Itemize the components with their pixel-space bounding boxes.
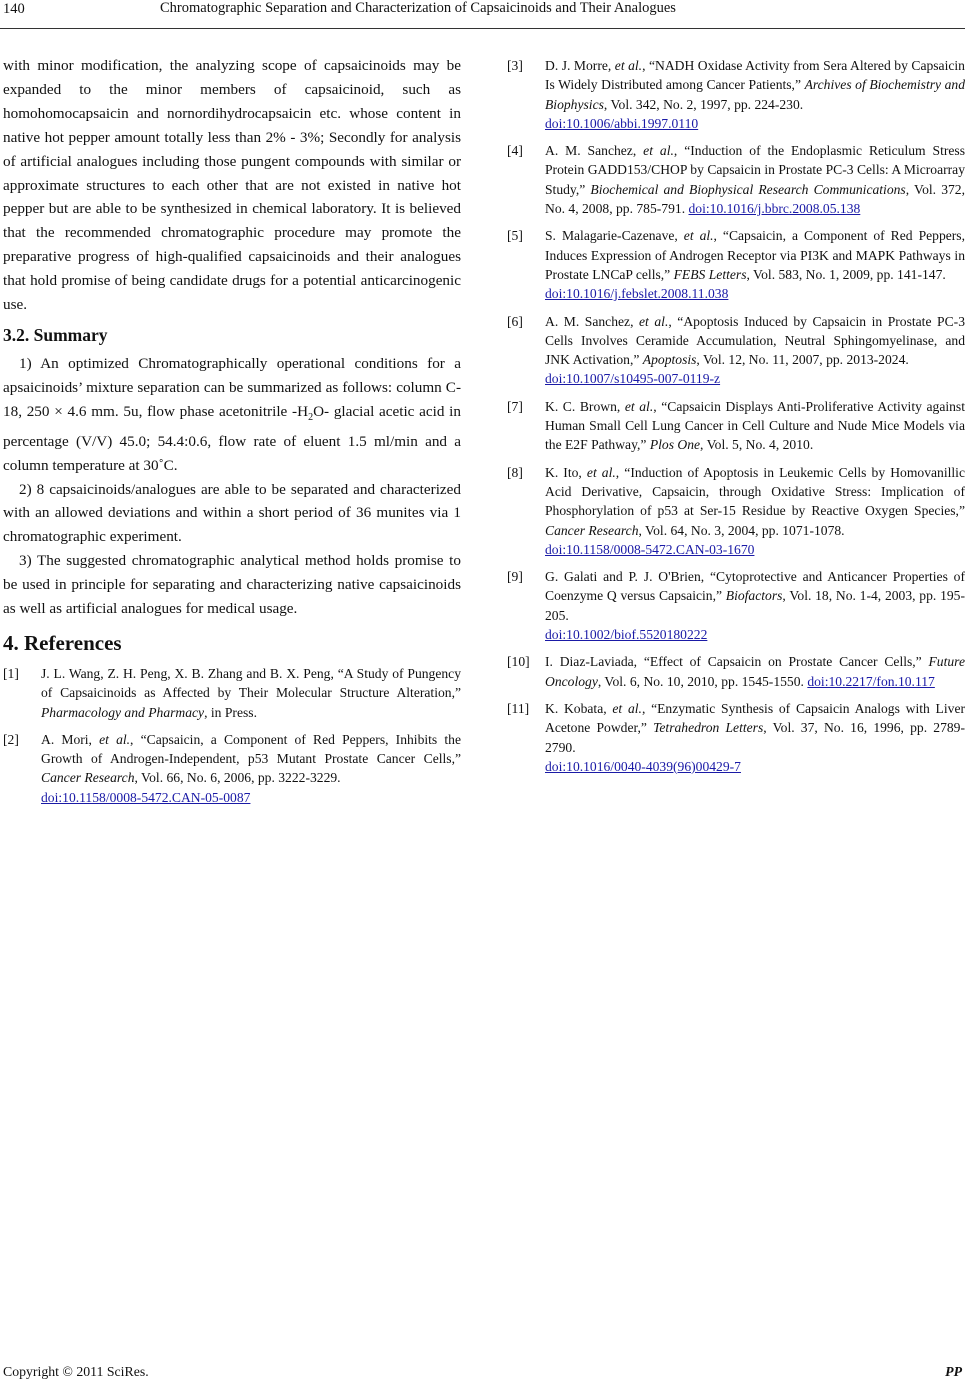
reference-title: , “Induction of the Endoplasmic Reticulum Stress Protein GADD153/CHOP by Capsaicin in Prostate PC-3 Cells: A Microarray Study,” (545, 143, 965, 197)
reference-title: , “Capsaicin, a Component of Red Peppers, Induces Expression of Androgen Receptor via PI3K and MAPK Pathways in Prostate LNCaP cells,” (545, 228, 965, 282)
reference-authors: A. M. Sanchez, (545, 143, 644, 159)
reference-journal: Apoptosis (642, 352, 697, 368)
reference-item (507, 397, 965, 455)
doi-link[interactable]: doi:10.1158/0008-5472.CAN-05-0087 (41, 789, 251, 805)
reference-et-al: et al. (586, 464, 616, 480)
reference-number: [6] (507, 313, 523, 329)
doi-link[interactable]: doi:10.1016/j.bbrc.2008.05.138 (688, 201, 861, 217)
reference-journal: Tetrahedron Letters (653, 720, 764, 736)
reference-number: [1] (3, 665, 19, 681)
reference-details: , Vol. 372, No. 4, 2008, pp. 785-791. (545, 181, 965, 217)
reference-et-al: et al. (612, 700, 642, 716)
summary-heading: 3.2. Summary (3, 324, 108, 345)
reference-title: , “Capsaicin, a Component of Red Peppers, Inhibits the Growth of Androgen-Independent, p53 Mutant Prostate Cancer Cells,” (41, 731, 461, 767)
reference-title: , “NADH Oxidase Activity from Sera Altered by Capsaicin Is Widely Distributed among Cancer Patients,” (545, 58, 965, 93)
reference-title: , “Enzymatic Synthesis of Capsaicin Analogs with Liver Acetone Powder,” (545, 700, 965, 736)
doi-link[interactable]: doi:10.2217/fon.10.117 (807, 673, 935, 689)
right-column (507, 56, 965, 784)
references-heading: 4. References (3, 630, 122, 655)
reference-et-al: et al. (683, 228, 714, 244)
reference-number: [9] (507, 569, 523, 585)
reference-journal: Archives of Biochemistry and Biophysics (545, 77, 965, 112)
page-header (0, 0, 965, 29)
reference-journal: Future Oncology (545, 654, 965, 689)
reference-number: [4] (507, 143, 523, 159)
reference-item (3, 730, 461, 807)
reference-details: , Vol. 66, No. 6, 2006, pp. 3222-3229. (134, 770, 341, 786)
reference-number: [3] (507, 58, 523, 73)
reference-item (507, 312, 965, 389)
reference-journal: Cancer Research (545, 522, 639, 538)
reference-details: , Vol. 64, No. 3, 2004, pp. 1071-1078. (638, 522, 845, 538)
reference-journal: Biofactors (725, 588, 783, 604)
copyright-notice: Copyright © 2011 SciRes. (3, 1364, 149, 1379)
running-title: Chromatographic Separation and Characterization of Capsaicinoids and Their Analogues (160, 0, 676, 16)
reference-number: [7] (507, 398, 523, 414)
reference-journal: Plos One (649, 437, 701, 453)
reference-number: [10] (507, 654, 530, 670)
reference-title: , “Apoptosis Induced by Capsaicin in Prostate PC-3 Cells Involves Ceramide Accumulation, Neutral Sphingomyelinase, and JNK Activation,” (545, 313, 965, 368)
left-column (3, 54, 461, 815)
reference-authors: J. L. Wang, Z. H. Peng, X. B. Zhang and B. X. Peng, “A Study of Pungency of Capsaicinoids as Affected by Their Molecular Structure Alteration,” (41, 665, 461, 701)
reference-authors: K. Ito, (545, 464, 587, 480)
reference-journal: Biochemical and Biophysical Research Communications (590, 181, 906, 197)
reference-authors: A. Mori, (41, 731, 100, 747)
reference-title: , “Capsaicin Displays Anti-Proliferative Activity against Human Small Cell Lung Cancer in Cell Culture and Nude Mice Models via the E2F Pathway,” (545, 398, 965, 453)
reference-list-left (3, 664, 461, 807)
doi-link[interactable]: doi:10.1158/0008-5472.CAN-03-1670 (545, 541, 755, 557)
reference-et-al: et al. (614, 58, 643, 73)
reference-details: , Vol. 6, No. 10, 2010, pp. 1545-1550. (597, 673, 808, 689)
reference-list-right (507, 56, 965, 776)
reference-journal: Pharmacology and Pharmacy (41, 704, 205, 720)
reference-number: [11] (507, 700, 530, 716)
page-number: 140 (3, 1, 25, 17)
reference-item (507, 652, 965, 691)
reference-item (507, 56, 965, 133)
reference-title: , “Induction of Apoptosis in Leukemic Cells by Homovanillic Acid Derivative, Capsaicin, through Oxidative Stress: Implication of Phosphorylation of p53 at Ser-15 Residue by Reactive Oxygen Species,” (545, 464, 965, 519)
reference-journal: FEBS Letters (673, 266, 747, 282)
reference-authors: G. Galati and P. J. O'Brien, “Cytoprotective and Anticancer Properties of Coenzyme Q versus Capsaicin,” (545, 569, 965, 604)
doi-link[interactable]: doi:10.1002/biof.5520180222 (545, 627, 708, 643)
summary-item-1: 1) An optimized Chromatographically operational conditions for a apsaicinoids’ mixture separation can be summarized as follows: column C-18, 250 × 4.6 mm. 5u, flow phase acetonitrile $-H_2O-$ glacial acetic acid in percentage (V/V) 45.0; 54.4:0.6, flow rate of eluent 1.5 ml/min and a column temperature at 30˚C. (3, 354, 461, 474)
reference-authors: S. Malagarie-Cazenave, (545, 228, 684, 244)
reference-et-al: et al. (624, 398, 654, 414)
reference-authors: D. J. Morre, (545, 58, 615, 73)
summary-item-2: 2) 8 capsaicinoids/analogues are able to be separated and characterized with an allowed deviations and within a short period of 36 munites via 1 chromatographic experiment. (3, 480, 461, 546)
reference-details: , Vol. 12, No. 11, 2007, pp. 2013-2024. (696, 352, 909, 368)
doi-link[interactable]: doi:10.1007/s10495-007-0119-z (545, 371, 721, 387)
reference-item (507, 567, 965, 644)
reference-authors: K. Kobata, (545, 700, 613, 716)
reference-number: [8] (507, 464, 523, 480)
reference-number: [2] (3, 731, 19, 747)
intro-paragraph: with minor modification, the analyzing scope of capsaicinoids may be expanded to the minor members of capsaicinoid, such as homohomocapsaicin and nornordihydrocapsaicin etc. whose content in native hot pepper amount totally less than 2% - 3%; Secondly for analysis of artificial analogues including those pungent compounds with similar or approximate structures to each other that are not existed in native hot pepper but are able to be synthesized in chemical laboratory. It is believed that the recommended chromatographic procedure may promote the preparative progress of high-qualified capsaicinoids and their analogues that hold promise of being candidate drugs for a potential anticarcinogenic use. (3, 57, 461, 314)
reference-details: , Vol. 37, No. 16, 1996, pp. 2789-2790. (545, 720, 965, 755)
reference-item (507, 141, 965, 218)
reference-authors: A. M. Sanchez, (545, 313, 640, 329)
reference-details: , Vol. 5, No. 4, 2010. (700, 437, 814, 453)
reference-et-al: et al. (639, 313, 669, 329)
reference-details: , Vol. 583, No. 1, 2009, pp. 141-147. (746, 266, 946, 282)
reference-details: , Vol. 18, No. 1-4, 2003, pp. 195-205. (545, 588, 965, 623)
reference-authors: K. C. Brown, (545, 398, 625, 414)
reference-item (507, 463, 965, 559)
reference-item (507, 699, 965, 776)
doi-link[interactable]: doi:10.1016/0040-4039(96)00429-7 (545, 758, 741, 774)
reference-et-al: et al. (99, 731, 131, 747)
summary-item-3: 3) The suggested chromatographic analytical method holds promise to be used in principle for separating and characterizing native capsaicinoids as well as artificial analogues for medical usage. (3, 552, 461, 618)
doi-link[interactable]: doi:10.1016/j.febslet.2008.11.038 (545, 286, 729, 302)
reference-item (507, 226, 965, 303)
reference-details: , Vol. 342, No. 2, 1997, pp. 224-230. (603, 96, 804, 112)
journal-abbreviation: PP (945, 1364, 962, 1379)
reference-number: [5] (507, 228, 523, 244)
reference-journal: Cancer Research (41, 770, 135, 786)
reference-details: , in Press. (204, 704, 257, 720)
reference-authors: I. Diaz-Laviada, “Effect of Capsaicin on Prostate Cancer Cells,” (545, 654, 929, 670)
doi-link[interactable]: doi:10.1006/abbi.1997.0110 (545, 115, 699, 131)
reference-et-al: et al. (643, 143, 674, 159)
reference-item (3, 664, 461, 722)
